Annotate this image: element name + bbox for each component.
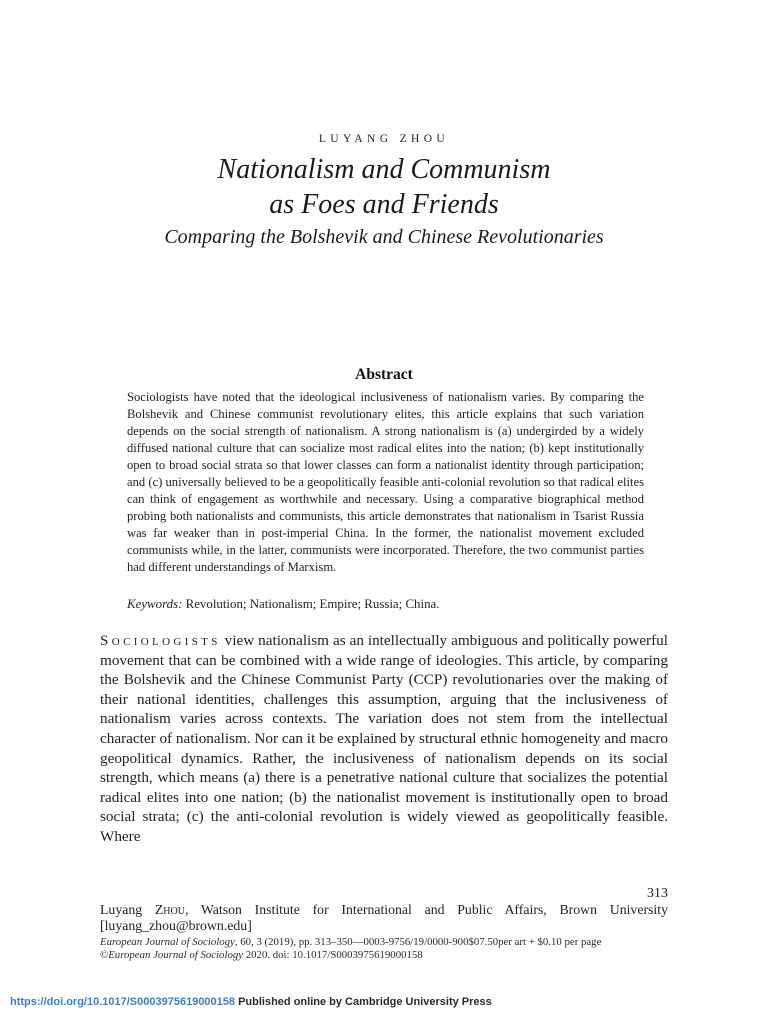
body-paragraph xyxy=(100,631,668,847)
journal-doi: 2020. doi: 10.1017/S0003975619000158 xyxy=(243,948,423,961)
body-lead-word: Sociologists xyxy=(100,632,221,649)
keywords-line xyxy=(127,597,644,612)
affiliation-author-name: Zhou xyxy=(154,902,185,917)
affiliation-post: , Watson Institute for International and Public Affairs, Brown University [luyang_zhou@brown.edu] xyxy=(100,902,668,933)
paper-title xyxy=(0,152,768,222)
paper-title-line2: as Foes and Friends xyxy=(269,189,499,220)
journal-name-copyright: European Journal of Sociology xyxy=(108,948,244,961)
paper-subtitle: Comparing the Bolshevik and Chinese Revolutionaries xyxy=(164,226,604,248)
affiliation-pre: Luyang xyxy=(100,902,155,917)
author-affiliation-note xyxy=(100,902,668,934)
abstract-heading: Abstract xyxy=(355,366,413,383)
keywords-label: Keywords: xyxy=(127,597,183,611)
journal-citation-rest: , 60, 3 (2019), pp. 313–350—0003-9756/19/0000-900$07.50per art + $0.10 per page xyxy=(234,936,602,948)
journal-name: European Journal of Sociology xyxy=(100,936,235,948)
doi-link[interactable]: https://doi.org/10.1017/S0003975619000158 xyxy=(10,996,236,1008)
journal-copyright-line xyxy=(100,949,668,962)
page-number: 313 xyxy=(647,886,668,901)
keywords-text: Revolution; Nationalism; Empire; Russia; China. xyxy=(182,597,440,611)
journal-citation-line xyxy=(100,936,668,949)
paper-title-line1: Nationalism and Communism xyxy=(217,154,551,185)
copyright-symbol: © xyxy=(100,948,109,961)
body-paragraph-text: view nationalism as an intellectually ambiguous and politically powerful movement that can be combined with a wide range of ideologies. This article, by comparing the Bolshevik and the Chinese Communist Party (CCP) revolutionaries over the making of their national identities, challenges this assumption, arguing that the inclusiveness of nationalism varies across contexts. The variation does not stem from the intellectual character of nationalism. Nor can it be explained by structural ethnic homogeneity and macro geopolitical dynamics. Rather, the inclusiveness of nationalism depends on its social strength, which means (a) there is a penetrative national culture that socializes the potential radical elites into one nation; (b) the nationalist movement is institutionally open to broad social strata; (c) the anti-colonial revolution is widely viewed as geopolitically feasible. Where xyxy=(100,632,668,845)
journal-metadata xyxy=(100,936,668,961)
publisher-footer xyxy=(10,996,758,1008)
abstract-text: Sociologists have noted that the ideological inclusiveness of nationalism varies. By comparing the Bolshevik and Chinese communist revolutionary elites, this article explains that such variation depends on the social strength of nationalism. A strong nationalism is (a) undergirded by a widely diffused national culture that can socialize most radical elites into the nation; (b) kept institutionally open to broad social strata so that lower classes can form a nationalist identity through participation; and (c) universally believed to be a geopolitically feasible anti-colonial revolution so that radical elites can think of engagement as worthwhile and necessary. Using a comparative biographical method probing both nationalists and communists, this article demonstrates that nationalism in Tsarist Russia was far weaker than in post-imperial China. In the former, the nationalist movement excluded communists while, in the latter, communists were incorporated. Therefore, the two communist parties had different understandings of Marxism. xyxy=(127,390,644,574)
paper-author: LUYANG ZHOU xyxy=(318,133,450,145)
published-online-text: Published online by Cambridge University Press xyxy=(235,996,492,1008)
